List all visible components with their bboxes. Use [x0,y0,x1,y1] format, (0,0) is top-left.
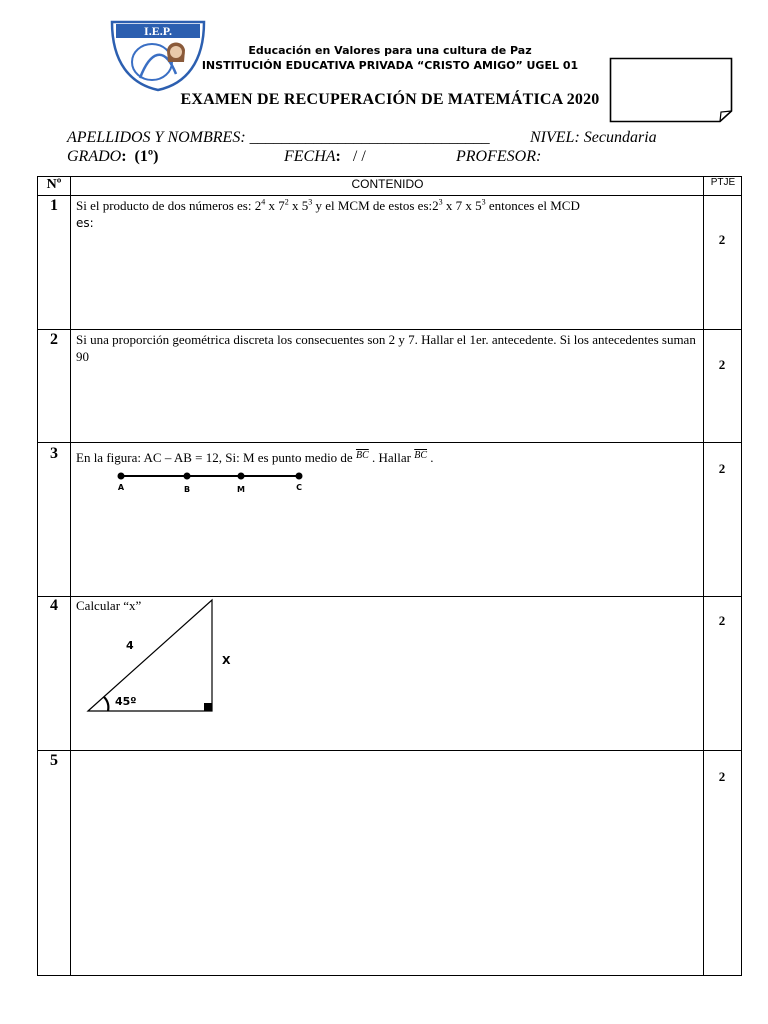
level-value: Secundaria [583,129,657,146]
question-1-number: 1 [50,197,58,214]
side-x-label: X [222,654,231,667]
names-label: APELLIDOS Y NOMBRES: [67,129,246,146]
point-label-b: B [183,485,191,494]
segment-bc-notation: BC [355,450,369,461]
exam-title: EXAMEN DE RECUPERACIÓN DE MATEMÁTICA 2020 [180,91,600,108]
question-4-number: 4 [50,597,58,614]
question-5-number: 5 [50,752,58,769]
question-2-text: Si una proporción geométrica discreta los consecuentes son 2 y 7. Hallar el 1er. antecedente. Si los antecedentes suman 90 [76,332,696,364]
column-header-points: PTJE [710,177,736,188]
segment-bc-notation: BC [414,450,428,461]
question-5-points: 2 [718,769,726,784]
date-value[interactable]: / / [352,148,366,165]
question-3-points: 2 [718,461,726,476]
point-a [118,473,125,480]
date-colon: : [335,148,341,165]
score-box [609,57,733,123]
level-field [530,129,657,147]
grade-label: GRADO [67,148,122,165]
column-header-content: CONTENIDO [351,177,424,191]
angle-label: 45º [115,695,137,708]
question-4-points: 2 [718,613,726,628]
point-label-a: A [117,483,125,492]
point-m [238,473,245,480]
point-label-c: C [296,483,302,492]
column-header-number: Nº [46,177,62,192]
hypotenuse-label: 4 [126,639,134,652]
question-3-text: En la figura: AC – AB = 12, Si: M es punto medio de $^{\overline{BC}}$ . Hallar $^{\overline{BC}}$ . [76,450,434,465]
level-label: NIVEL: [530,129,580,146]
question-2-number: 2 [50,331,58,348]
motto: Educación en Valores para una cultura de Paz [248,44,532,57]
question-2-points: 2 [718,357,726,372]
date-field [284,148,366,166]
school-logo [106,18,210,92]
question-1-text: Si el producto de dos números es: $2^4$ x $7^2$ x $5^3$ y el MCM de estos $es:2^3$ x 7 x $5^3$ entonces el MCD es: [76,197,580,230]
institution-name: INSTITUCIÓN EDUCATIVA PRIVADA “CRISTO AMIGO” UGEL 01 [201,59,579,72]
question-3-number: 3 [50,445,58,462]
names-blank[interactable]: ______________________________ [249,129,490,146]
point-c [296,473,303,480]
institution-header [200,43,580,73]
teacher-field [456,148,541,166]
point-b [184,473,191,480]
exam-table-grid [37,176,742,976]
right-triangle-figure [80,595,240,720]
question-1-points: 2 [718,232,726,247]
grade-value: (1º) [134,148,159,165]
grade-field [67,148,158,166]
date-label: FECHA [284,148,336,165]
logo-text: I.E.P. [144,24,172,38]
question-4-text: Calcular “x” [76,598,142,613]
segment-figure [110,468,310,498]
names-field [67,129,490,147]
grade-colon: : [121,148,127,165]
point-label-m: M [237,485,245,494]
teacher-label: PROFESOR: [456,148,542,165]
